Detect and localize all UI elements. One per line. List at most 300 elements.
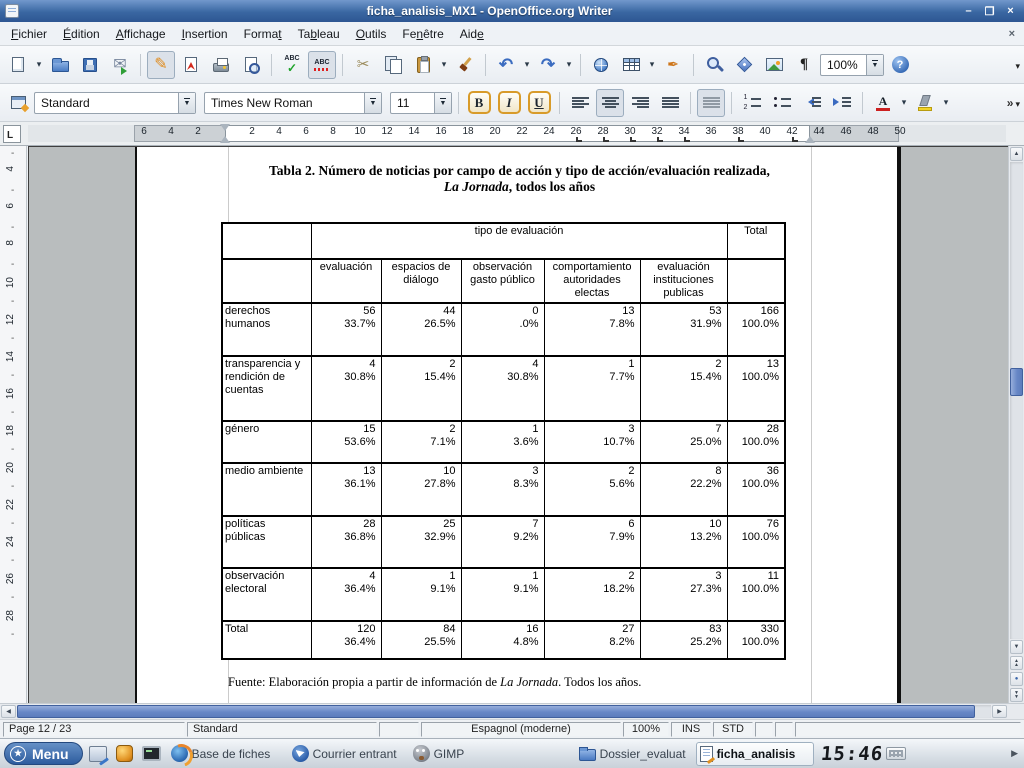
menu-item-affichage[interactable]: Affichage [115, 26, 166, 41]
insert-table-dropdown[interactable] [647, 51, 657, 79]
help-button[interactable] [886, 51, 914, 79]
page-preview-button[interactable] [237, 51, 265, 79]
notes-icon [89, 746, 107, 762]
highlighting-dropdown[interactable] [941, 89, 951, 117]
italic-icon: I [498, 91, 521, 114]
cell-count: 2 [715, 358, 722, 370]
toolbar-more-icon[interactable]: » [1006, 95, 1014, 110]
paragraph-style-combobox[interactable] [34, 92, 196, 114]
task-button-label: GIMP [433, 746, 465, 761]
ruler-number: 12 [5, 314, 16, 326]
ruler-outside-right [899, 125, 1006, 142]
table-cell[interactable] [461, 568, 544, 621]
scroll-left-button[interactable] [1, 705, 16, 718]
minimize-button[interactable]: – [965, 5, 972, 17]
font-color-icon: A [876, 95, 890, 111]
menu-item-format[interactable]: Format [243, 26, 282, 41]
standard-toolbar [0, 46, 1024, 84]
open-button[interactable] [46, 51, 74, 79]
nonprinting-chars-button[interactable] [790, 51, 818, 79]
paste-dropdown[interactable] [439, 51, 449, 79]
status-language[interactable]: Espagnol (moderne) [421, 722, 621, 737]
cell-count: 4 [532, 358, 539, 370]
menu-item-tableau[interactable]: Tableau [297, 26, 340, 41]
ruler-tab-stop[interactable] [576, 137, 582, 142]
table-column-header-cell[interactable]: observación gasto público [461, 259, 544, 303]
ruler-tab-stop[interactable] [630, 137, 636, 142]
decrease-indent-button[interactable] [798, 89, 826, 117]
row-label-cell[interactable]: género [222, 421, 311, 463]
table-caption[interactable] [228, 163, 811, 195]
table-cell[interactable] [461, 303, 544, 356]
decrease-indent-icon [804, 96, 821, 109]
highlighting-icon [918, 95, 932, 111]
bold-button[interactable] [465, 89, 493, 117]
font-size-combobox[interactable] [390, 92, 452, 114]
table-cell[interactable] [640, 356, 727, 421]
pencil-icon [154, 57, 167, 73]
zoom-combobox[interactable] [820, 54, 884, 76]
row-label-cell[interactable]: observación electoral [222, 568, 311, 621]
cut-button[interactable] [349, 51, 377, 79]
row-label-cell[interactable]: transparencia y rendición de cuentas [222, 356, 311, 421]
check-icon [287, 62, 297, 74]
cell-count: 44 [443, 305, 456, 317]
window-titlebar[interactable] [0, 0, 1024, 22]
table-cell[interactable] [461, 621, 544, 659]
cell-percent: 13.2% [690, 531, 722, 543]
left-indent-marker[interactable] [220, 136, 230, 143]
table-cell[interactable] [311, 421, 381, 463]
vertical-scroll-thumb[interactable] [1010, 368, 1023, 396]
ruler-number: 32 [651, 126, 663, 137]
taskbar-clock[interactable]: 15:46 [819, 742, 884, 765]
cell-percent: 7.9% [609, 531, 635, 543]
undo-button[interactable] [492, 51, 520, 79]
cell-percent: 9.1% [513, 583, 539, 595]
table-cell[interactable] [311, 621, 381, 659]
help-icon: ? [892, 56, 909, 73]
print-button[interactable] [207, 51, 235, 79]
ruler-number: 20 [5, 462, 16, 474]
task-button-gimp[interactable] [409, 742, 527, 766]
table-column-header-cell[interactable]: espacios de diálogo [381, 259, 461, 303]
menu-item-aide[interactable]: Aide [459, 26, 484, 41]
cell-count: 4 [369, 358, 376, 370]
ruler-tick: - [11, 406, 15, 418]
edit-file-button[interactable] [147, 51, 175, 79]
caption-line1: Tabla 2. Número de noticias por campo de acción y tipo de acción/evaluación realizada, [269, 163, 770, 178]
numbered-list-button[interactable] [738, 89, 766, 117]
vertical-ruler[interactable] [0, 146, 27, 703]
ruler-tick: - [11, 480, 15, 492]
font-color-button[interactable] [869, 89, 897, 117]
row-label-cell[interactable]: derechos humanos [222, 303, 311, 356]
table-cell[interactable] [381, 421, 461, 463]
right-indent-marker[interactable] [805, 136, 815, 143]
navigation-button[interactable] [1010, 672, 1023, 686]
ruler-number: 22 [5, 499, 16, 511]
source-note[interactable] [228, 675, 641, 690]
cell-percent: 100.0% [741, 636, 779, 648]
caption-journal-name: La Jornada [443, 179, 509, 194]
table-cell[interactable] [640, 621, 727, 659]
scroll-right-button[interactable] [992, 705, 1007, 718]
paragraph-style-dropdown-icon[interactable] [178, 93, 195, 113]
menu-item-insertion[interactable]: Insertion [181, 26, 228, 41]
maximize-button[interactable]: ❐ [984, 5, 995, 18]
pilcrow-icon: ¶ [799, 56, 809, 72]
send-email-button[interactable] [106, 51, 134, 79]
paste-button[interactable] [409, 51, 437, 79]
previous-page-button[interactable] [1010, 656, 1023, 670]
gallery-button[interactable] [760, 51, 788, 79]
cell-count: 83 [709, 623, 722, 635]
align-center-button[interactable] [596, 89, 624, 117]
scroll-down-button[interactable] [1010, 640, 1023, 654]
menu-item-fichier[interactable]: Fichier [11, 26, 48, 41]
main-area [0, 146, 1024, 703]
table-cell[interactable] [381, 303, 461, 356]
table-cell[interactable] [461, 356, 544, 421]
cell-count: 2 [628, 570, 635, 582]
ruler-tick: - [11, 332, 15, 344]
cell-percent: 25.0% [690, 436, 722, 448]
cell-count: 10 [443, 465, 456, 477]
cell-percent: 36.4% [344, 583, 376, 595]
table-cell[interactable] [544, 516, 640, 568]
status-zoom[interactable]: 100% [623, 722, 669, 737]
cell-count: 0 [532, 305, 539, 317]
document-page[interactable] [135, 147, 901, 703]
document-view[interactable] [28, 146, 1008, 703]
paragraph-style-value: Standard [41, 95, 90, 110]
scrollbar-corner [1008, 704, 1024, 719]
find-replace-button[interactable] [700, 51, 728, 79]
ruler-tick: - [11, 591, 15, 603]
table-cell[interactable] [544, 463, 640, 516]
zoom-value: 100% [827, 57, 858, 72]
pdf-icon [185, 57, 197, 72]
close-button[interactable]: × [1007, 5, 1014, 17]
ruler-number: 28 [5, 610, 16, 622]
cell-percent: 36.1% [344, 478, 376, 490]
window-title: ficha_analisis_MX1 - OpenOffice.org Writer [366, 4, 613, 18]
cell-count: 16 [526, 623, 539, 635]
toolbar-separator [559, 92, 560, 114]
draw-functions-button[interactable] [659, 51, 687, 79]
table-total-header-cell[interactable]: Total [727, 223, 785, 259]
table-cell[interactable] [461, 516, 544, 568]
status-insert-mode[interactable]: INS [671, 722, 711, 737]
table-cell[interactable] [640, 516, 727, 568]
cell-count: 11 [767, 570, 779, 582]
formatting-toolbar [0, 84, 1024, 122]
ruler-number: 40 [759, 126, 771, 137]
cell-percent: 9.1% [430, 583, 456, 595]
redo-button[interactable] [534, 51, 562, 79]
table-cell[interactable] [381, 621, 461, 659]
table-cell[interactable] [727, 356, 785, 421]
menu-label: Menu [32, 745, 69, 762]
document-close-icon[interactable]: × [1008, 27, 1015, 40]
increase-indent-button[interactable] [828, 89, 856, 117]
table-header-row [222, 223, 785, 259]
ruler-number: 38 [732, 126, 744, 137]
paintbrush-icon [457, 57, 473, 73]
cell-percent: 100.0% [741, 318, 779, 330]
cell-percent: 25.5% [424, 636, 456, 648]
table-cell[interactable] [544, 421, 640, 463]
tab-type-selector[interactable]: L [3, 125, 21, 143]
ruler-number: 16 [5, 388, 16, 400]
insert-table-button[interactable] [617, 51, 645, 79]
ruler-tab-stop[interactable] [657, 137, 663, 142]
export-pdf-button[interactable] [177, 51, 205, 79]
toolbar-separator [485, 54, 486, 76]
task-button-base-de-fiches[interactable] [167, 742, 285, 766]
line-spacing-icon [703, 96, 720, 109]
scroll-up-button[interactable] [1010, 147, 1023, 161]
table-cell[interactable] [727, 303, 785, 356]
highlighting-button[interactable] [911, 89, 939, 117]
cell-count: 2 [449, 423, 456, 435]
ruler-tab-stop[interactable] [684, 137, 690, 142]
font-name-dropdown-icon[interactable] [364, 93, 381, 113]
ruler-number: 8 [330, 126, 336, 137]
status-selection-mode[interactable]: STD [713, 722, 753, 737]
ruler-tick: - [11, 184, 15, 196]
status-style[interactable]: Standard [187, 722, 377, 737]
horizontal-scroll-thumb[interactable] [17, 705, 975, 718]
ruler-tab-stop[interactable] [603, 137, 609, 142]
table-cell[interactable] [311, 568, 381, 621]
keyboard-layout-icon[interactable] [886, 747, 906, 760]
table-empty-cell[interactable] [727, 259, 785, 303]
bullet-list-icon [774, 96, 791, 110]
ruler-tick: - [11, 295, 15, 307]
table-corner-cell[interactable] [222, 223, 311, 259]
table-cell[interactable] [461, 463, 544, 516]
align-left-button[interactable] [566, 89, 594, 117]
table-cell[interactable] [640, 421, 727, 463]
navigator-button[interactable] [730, 51, 758, 79]
table-column-header-cell[interactable]: comportamiento autoridades electas [544, 259, 640, 303]
font-name-combobox[interactable] [204, 92, 382, 114]
hyperlink-button[interactable] [587, 51, 615, 79]
toolbar-separator [458, 92, 459, 114]
spellcheck-button[interactable] [278, 51, 306, 79]
table-cell[interactable] [544, 303, 640, 356]
table-cell[interactable] [544, 356, 640, 421]
table-cell[interactable] [727, 463, 785, 516]
font-size-dropdown-icon[interactable] [434, 93, 451, 113]
auto-spellcheck-button[interactable] [308, 51, 336, 79]
table-cell[interactable] [381, 463, 461, 516]
terminal-icon [142, 746, 161, 761]
bullet-list-button[interactable] [768, 89, 796, 117]
ruler-number: 6 [5, 203, 16, 209]
statusbar [0, 719, 1024, 738]
toolbar-overflow-icon[interactable] [1015, 96, 1020, 110]
align-justify-button[interactable] [656, 89, 684, 117]
status-empty [755, 722, 773, 737]
align-right-button[interactable] [626, 89, 654, 117]
row-label-cell[interactable]: medio ambiente [222, 463, 311, 516]
line-spacing-button[interactable] [697, 89, 725, 117]
cell-count: 166 [760, 305, 779, 317]
quick-launch-notes[interactable] [86, 742, 110, 766]
table-cell[interactable] [727, 621, 785, 659]
save-button[interactable] [76, 51, 104, 79]
ruler-tick: - [11, 517, 15, 529]
align-justify-icon [662, 96, 679, 109]
panel-expand-icon[interactable]: ▶ [1011, 748, 1018, 758]
firefox-icon [171, 745, 188, 762]
zoom-dropdown-icon[interactable] [866, 55, 883, 75]
undo-dropdown[interactable] [522, 51, 532, 79]
cell-count: 53 [709, 305, 722, 317]
table-cell[interactable] [311, 463, 381, 516]
ruler-number: 30 [624, 126, 636, 137]
task-button-courrier-entrant[interactable] [288, 742, 406, 766]
format-paintbrush-button[interactable] [451, 51, 479, 79]
table-cell[interactable] [727, 421, 785, 463]
horizontal-scrollbar[interactable] [0, 703, 1024, 719]
table-cell[interactable] [544, 621, 640, 659]
redo-dropdown[interactable] [564, 51, 574, 79]
numbered-list-icon [744, 96, 761, 110]
status-empty [795, 722, 1021, 737]
table-cell[interactable] [727, 568, 785, 621]
table-row [222, 516, 785, 568]
table-cell[interactable] [640, 568, 727, 621]
cell-count: 28 [363, 518, 376, 530]
horizontal-scroll-track[interactable] [17, 705, 991, 718]
ruler-number: 44 [813, 126, 825, 137]
ruler-number: 22 [516, 126, 528, 137]
table-group-header-cell[interactable]: tipo de evaluación [311, 223, 727, 259]
first-line-indent-marker[interactable] [220, 124, 230, 131]
increase-indent-icon [834, 96, 851, 109]
cell-count: 3 [628, 423, 635, 435]
ruler-number: 26 [570, 126, 582, 137]
ruler-tick: - [11, 369, 15, 381]
next-page-button[interactable] [1010, 688, 1023, 702]
table-cell[interactable] [311, 303, 381, 356]
cell-percent: 30.8% [507, 371, 539, 383]
font-color-dropdown[interactable] [899, 89, 909, 117]
copy-button[interactable] [379, 51, 407, 79]
quick-launch-home[interactable] [113, 742, 137, 766]
ruler-tab-stop[interactable] [792, 137, 798, 142]
home-icon [116, 745, 133, 762]
writer-app-icon[interactable] [5, 4, 19, 18]
table-cell[interactable] [461, 421, 544, 463]
ruler-number: 46 [840, 126, 852, 137]
vertical-scrollbar[interactable] [1008, 146, 1024, 703]
ruler-outside-left [28, 125, 134, 142]
row-label-cell[interactable]: políticas públicas [222, 516, 311, 568]
cell-count: 13 [766, 358, 779, 370]
spellcheck-icon: ABC ✓ [284, 55, 299, 74]
task-button-ficha-analisis[interactable] [696, 742, 814, 766]
cell-count: 120 [357, 623, 376, 635]
italic-button[interactable] [495, 89, 523, 117]
open-folder-icon [52, 61, 69, 72]
taskbar [0, 738, 1024, 768]
kde-menu-button[interactable] [4, 742, 83, 765]
table-cell[interactable] [544, 568, 640, 621]
cell-count: 56 [363, 305, 376, 317]
source-text: Fuente: Elaboración propia a partir de información de [228, 675, 501, 689]
table-cell[interactable] [727, 516, 785, 568]
ruler-number: 6 [303, 126, 309, 137]
horizontal-ruler[interactable] [0, 122, 1024, 146]
new-document-dropdown[interactable] [34, 51, 44, 79]
toolbar-overflow-icon[interactable] [1015, 58, 1020, 72]
ruler-number: 50 [894, 126, 906, 137]
table-row [222, 463, 785, 516]
ruler-tick: - [11, 258, 15, 270]
task-button-dossier-evaluat[interactable] [575, 742, 693, 766]
row-label-cell[interactable]: Total [222, 621, 311, 659]
ruler-tab-stop[interactable] [738, 137, 744, 142]
menu-item-outils[interactable]: Outils [355, 26, 387, 41]
table-cell[interactable] [381, 568, 461, 621]
cell-count: 2 [449, 358, 456, 370]
styles-window-button[interactable] [4, 89, 32, 117]
vertical-scroll-track[interactable] [1010, 162, 1023, 639]
table-cell[interactable] [640, 463, 727, 516]
table-empty-cell[interactable] [222, 259, 311, 303]
cell-percent: 27.8% [424, 478, 456, 490]
task-buttons [167, 742, 814, 766]
cell-count: 1 [532, 570, 539, 582]
ruler-number: 18 [462, 126, 474, 137]
ruler-number: 8 [5, 240, 16, 246]
cell-count: 3 [715, 570, 722, 582]
menu-item-edition[interactable]: Édition [63, 26, 100, 41]
globe-icon [594, 58, 608, 72]
table-cell[interactable] [640, 303, 727, 356]
cell-percent: 100.0% [741, 436, 779, 448]
table-cell[interactable] [381, 356, 461, 421]
table-column-header-cell[interactable]: evaluación instituciones publicas [640, 259, 727, 303]
ruler-number: 4 [276, 126, 282, 137]
ruler-number: 4 [5, 166, 16, 172]
table-header-row [222, 259, 785, 303]
cell-percent: 25.2% [690, 636, 722, 648]
status-page[interactable]: Page 12 / 23 [3, 722, 185, 737]
underline-icon: U [528, 91, 551, 114]
cell-percent: 31.9% [690, 318, 722, 330]
cell-count: 7 [532, 518, 539, 530]
cell-count: 13 [363, 465, 376, 477]
red-squiggle-icon [314, 68, 330, 71]
table-cell[interactable] [311, 356, 381, 421]
table-cell[interactable] [381, 516, 461, 568]
new-document-button[interactable] [4, 51, 32, 79]
table-column-header-cell[interactable]: evaluación [311, 259, 381, 303]
underline-button[interactable] [525, 89, 553, 117]
folder-icon [579, 749, 596, 761]
menu-item-fenetre[interactable]: Fenêtre [402, 26, 444, 41]
quick-launch-terminal[interactable] [140, 742, 164, 766]
cell-percent: 22.2% [690, 478, 722, 490]
table-cell[interactable] [311, 516, 381, 568]
document-table[interactable] [221, 222, 786, 660]
